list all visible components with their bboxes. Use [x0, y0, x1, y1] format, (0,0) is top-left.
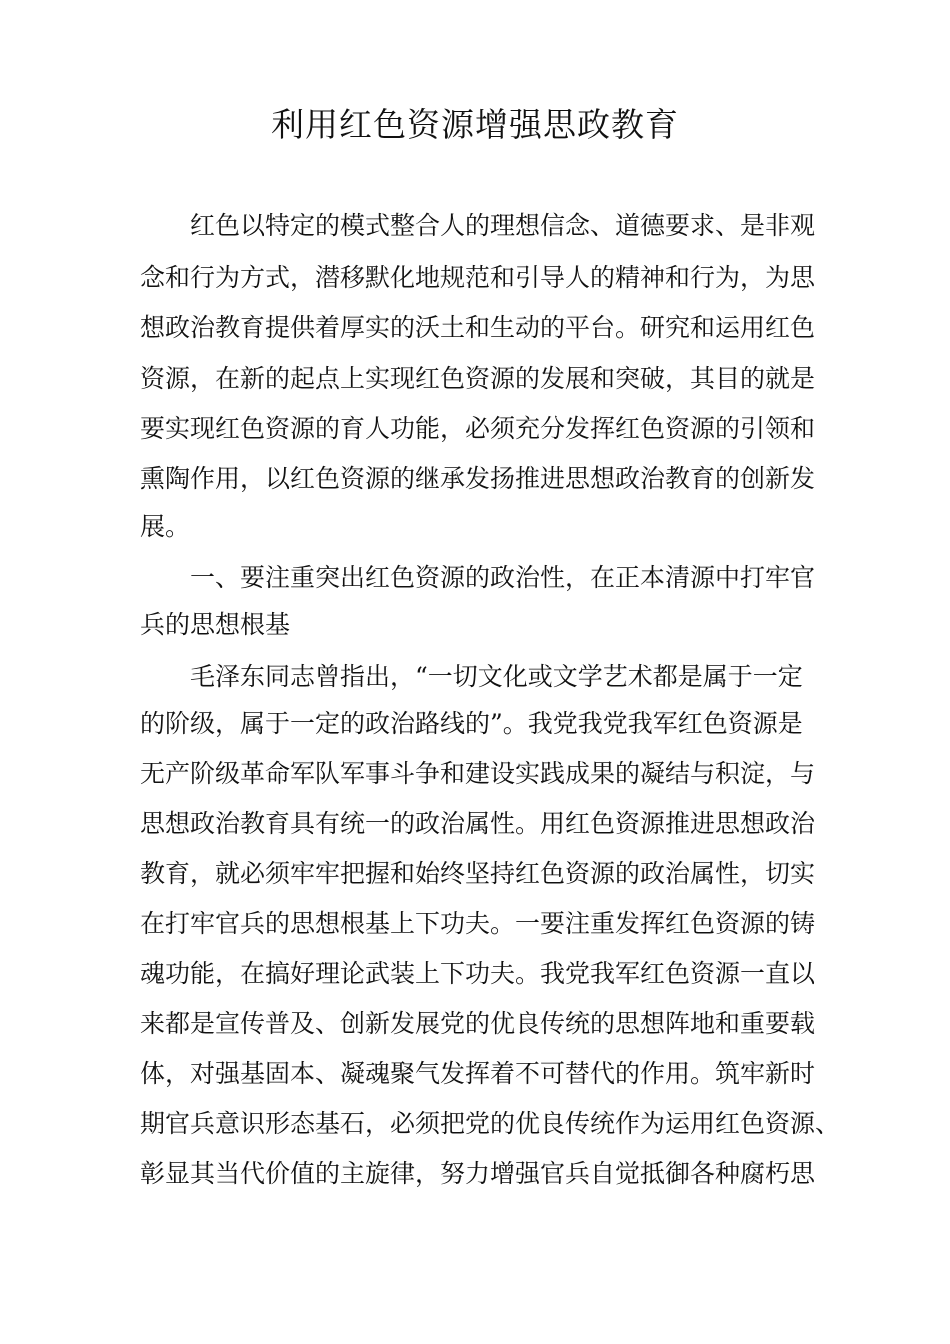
text-line: 熏陶作用，以红色资源的继承发扬推进思想政治教育的创新发	[140, 464, 816, 493]
text-line: 资源，在新的起点上实现红色资源的发展和突破，其目的就是	[140, 364, 816, 393]
text-line: 展。	[140, 512, 191, 541]
text-line: 的阶级，属于一定的政治路线的”。我党我党我军红色资源是	[140, 709, 803, 738]
text-line: 体，对强基固本、凝魂聚气发挥着不可替代的作用。筑牢新时	[140, 1059, 816, 1088]
text-line: 念和行为方式，潜移默化地规范和引导人的精神和行为，为思	[140, 263, 816, 292]
text-line: 魂功能，在搞好理论武装上下功夫。我党我军红色资源一直以	[140, 959, 816, 988]
text-line: 期官兵意识形态基石，必须把党的优良传统作为运用红色资源、	[140, 1109, 841, 1138]
text-line: 教育，就必须牢牢把握和始终坚持红色资源的政治属性，切实	[140, 859, 816, 888]
text-line: 思想政治教育具有统一的政治属性。用红色资源推进思想政治	[140, 809, 816, 838]
text-line: 要实现红色资源的育人功能，必须充分发挥红色资源的引领和	[140, 414, 816, 443]
text-line: 毛泽东同志曾指出，“一切文化或文学艺术都是属于一定	[190, 662, 803, 691]
section-heading-line: 兵的思想根基	[140, 610, 291, 639]
document-title: 利用红色资源增强思政教育	[271, 105, 679, 144]
text-line: 彰显其当代价值的主旋律，努力增强官兵自觉抵御各种腐朽思	[140, 1159, 816, 1188]
section-heading-line: 一、要注重突出红色资源的政治性，在正本清源中打牢官	[190, 563, 816, 592]
text-line: 来都是宣传普及、创新发展党的优良传统的思想阵地和重要载	[140, 1009, 816, 1038]
text-line: 想政治教育提供着厚实的沃土和生动的平台。研究和运用红色	[140, 313, 816, 342]
text-line: 无产阶级革命军队军事斗争和建设实践成果的凝结与积淀，与	[140, 759, 816, 788]
text-line: 在打牢官兵的思想根基上下功夫。一要注重发挥红色资源的铸	[140, 909, 816, 938]
text-line: 红色以特定的模式整合人的理想信念、道德要求、是非观	[190, 211, 816, 240]
